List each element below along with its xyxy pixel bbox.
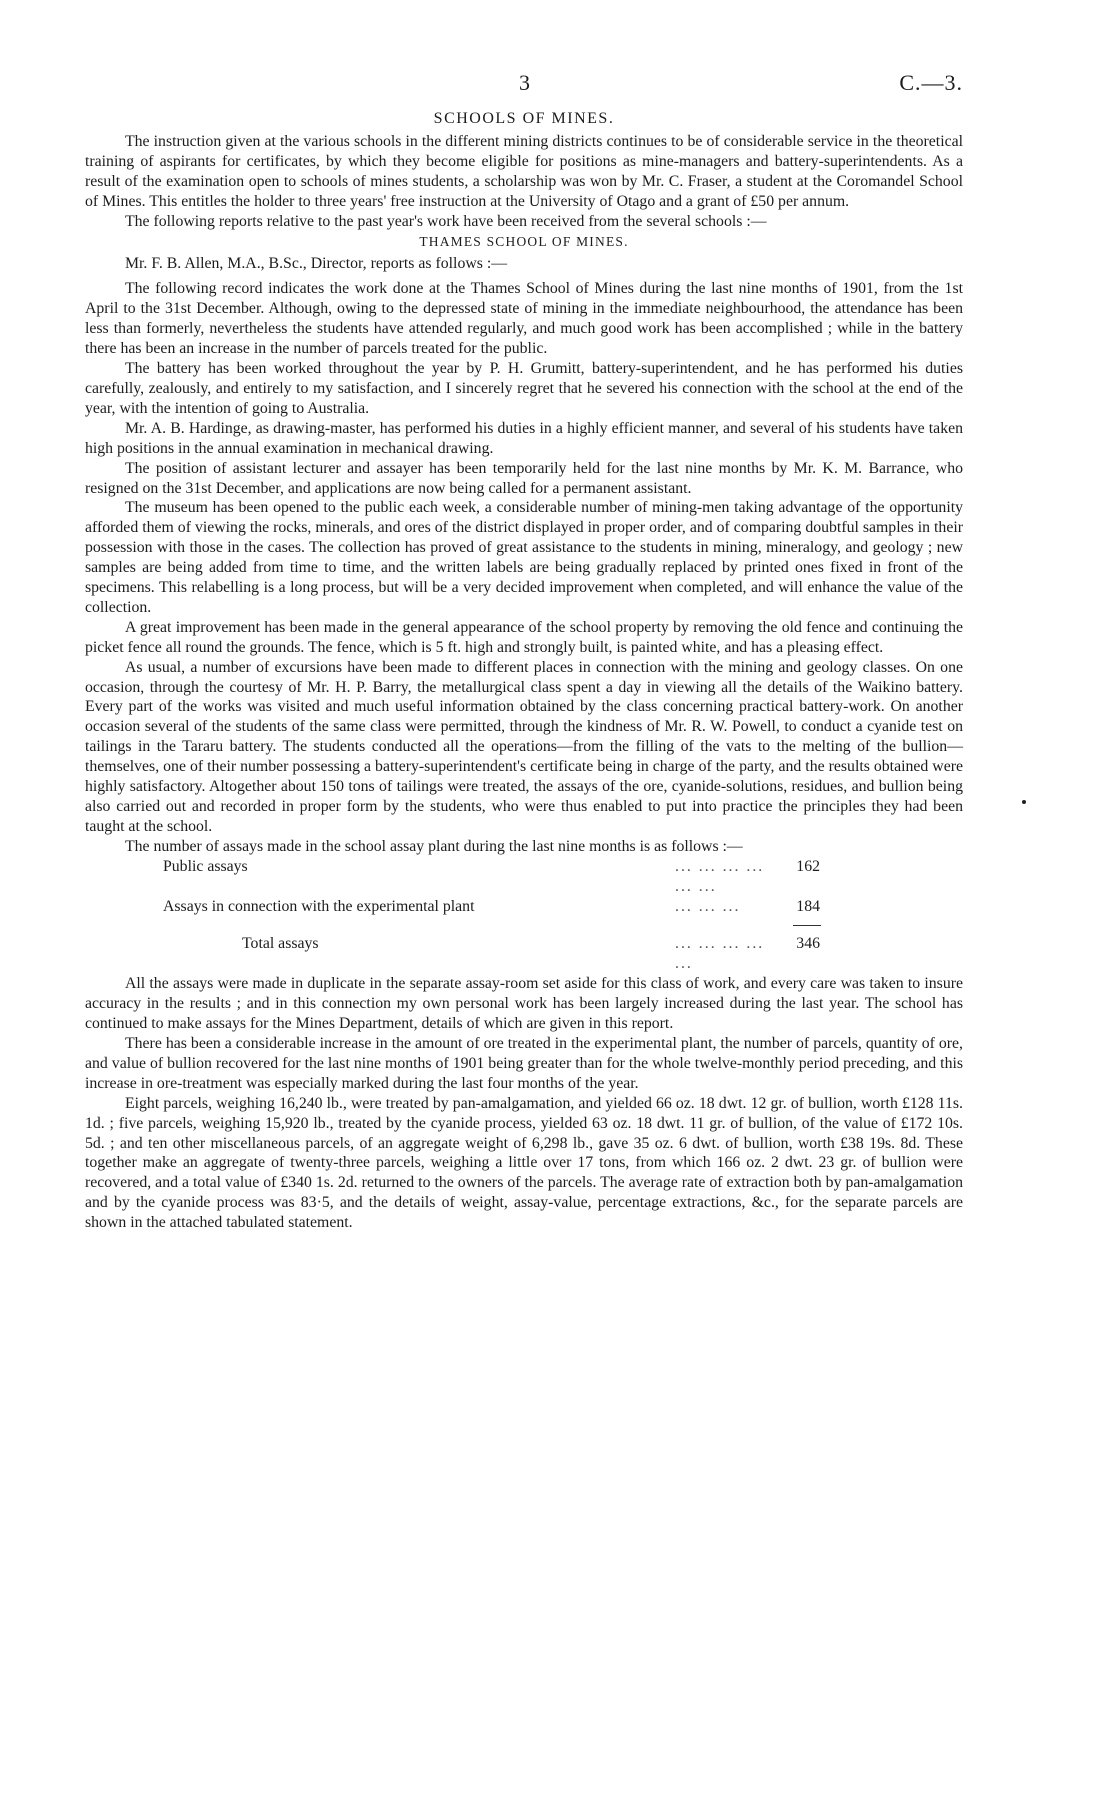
assay-total-label: Total assays [242,935,319,953]
assay-total-count: 346 [796,935,820,953]
intro-paragraph: The instruction given at the various schools in the different mining districts continues to be of considerable service in the theoretical training of aspirants for certificates, by which they become eligible for positions as mine-managers and battery-superintendents. As a result of the examination open to schools of mines students, a scholarship was won by Mr. C. Fraser, a student at the Coromandel School of Mines. This entitles the holder to three years' free instruction at the University of Otago and a grant of £50 per annum. [85,133,963,210]
report-paragraph: The following record indicates the work done at the Thames School of Mines during the last nine months of 1901, from the 1st April to the 31st December. Although, owing to the depressed state of mining in the immediate neighbourhood, the attendance has been less than formerly, nevertheless the students have attended regularly, and much good work has been accomplished ; while in the battery there has been an increase in the number of parcels treated for the public. [85,280,963,358]
report-paragraph: Mr. A. B. Hardinge, as drawing-master, has performed his duties in a highly efficient manner, and several of his students have taken high positions in the annual examination in mechanical drawing. [85,419,963,457]
report-paragraph: The battery has been worked throughout the year by P. H. Grumitt, battery-superintendent, and he has performed his duties carefully, zealously, and entirely to my satisfaction, and I sincerely regret that he severed his connection with the school at the end of the year, with the intention of going to Australia. [85,360,963,417]
report-paragraph: The museum has been opened to the public each week, a considerable number of mining-men taking advantage of the opportunity afforded them of viewing the rocks, minerals, and ores of the district displayed in proper order, and of comparing doubtful samples in their possession with those in the cases. The collection has proved of great assistance to the students in mining, mineralogy, and geology ; new samples are being added from time to time, and the written labels are being gradually replaced by printed ones fixed in front of the specimens. This relabelling is a long process, but will be a very decided improvement when completed, and will enhance the value of the collection. [85,499,963,616]
print-speck [1022,800,1026,804]
report-paragraph: A great improvement has been made in the general appearance of the school property by removing the old fence and continuing the picket fence all round the grounds. The fence, which is 5 ft. high and strongly built, is painted white, and has a pleasing effect. [85,618,963,656]
report-attribution: Mr. F. B. Allen, M.A., B.Sc., Director, reports as follows :— [125,254,508,272]
assay-row [85,897,963,917]
paper-reference: C.—3. [899,70,963,95]
leader-dots: ... ... ... ... ... ... [675,857,765,895]
subsection-title: THAMES SCHOOL OF MINES. [419,233,629,249]
assay-label: Assays in connection with the experimental plant [163,897,475,915]
document-page [85,70,963,1233]
assay-total-row [85,934,963,974]
report-paragraph: The position of assistant lecturer and assayer has been temporarily held for the last nine months by Mr. K. M. Barrance, who resigned on the 31st December, and applications are now being called for a permanent assistant. [85,459,963,497]
assay-count: 162 [796,857,820,875]
assay-table [85,857,963,975]
report-paragraph: All the assays were made in duplicate in the separate assay-room set aside for this class of work, and every care was taken to insure accuracy in the results ; and in this connection my own personal work has been largely increased during the last year. The school has continued to make assays for the Mines Department, details of which are given in this report. [85,975,963,1033]
report-paragraph: There has been a considerable increase in the amount of ore treated in the experimental plant, the number of parcels, quantity of ore, and value of bullion recovered for the last nine months of 1901 being greater than for the whole twelve-monthly period preceding, and this increase in ore-treatment was especially marked during the last four months of the year. [85,1034,963,1092]
assay-count: 184 [796,897,820,915]
assay-label: Public assays [163,857,248,875]
leader-dots: ... ... ... ... ... [675,935,765,973]
leader-dots: ... ... ... [675,897,741,915]
page-header [85,70,963,104]
total-rule-row [85,916,963,934]
page-number: 3 [519,70,530,95]
intro-paragraph: The following reports relative to the past year's work have been received from the several schools :— [125,212,767,230]
assay-row [85,857,963,897]
section-title: SCHOOLS OF MINES. [433,110,615,127]
total-rule [793,925,821,926]
report-paragraph: The number of assays made in the school assay plant during the last nine months is as follows :— [125,837,743,855]
report-paragraph: As usual, a number of excursions have been made to different places in connection with the mining and geology classes. On one occasion, through the courtesy of Mr. H. P. Barry, the metallurgical class spent a day in viewing all the details of the Waikino battery. Every part of the works was visited and much useful information obtained by the class concerning practical battery-work. On another occasion several of the students of the same class were permitted, through the kindness of Mr. R. W. Powell, to conduct a cyanide test on tailings in the Tararu battery. The students conducted all the operations—from the filling of the vats to the melting of the bullion—themselves, one of their number possessing a battery-superintendent's certificate being in charge of the party, and the results obtained were highly satisfactory. Altogether about 150 tons of tailings were treated, the assays of the ore, cyanide-solutions, residues, and bullion being also carried out and recorded in proper form by the students, who were thus enabled to put into practice the principles they had been taught at the school. [85,658,963,835]
report-paragraph: Eight parcels, weighing 16,240 lb., were treated by pan-amalgamation, and yielded 66 oz. 18 dwt. 12 gr. of bullion, worth £128 11s. 1d. ; five parcels, weighing 15,920 lb., treated by the cyanide process, yielded 63 oz. 18 dwt. 11 gr. of bullion, of the value of £172 10s. 5d. ; and ten other miscellaneous parcels, of an aggregate weight of 6,298 lb., gave 35 oz. 6 dwt. of bullion, worth £38 19s. 8d. These together make an aggregate of twenty-three parcels, weighing a little over 17 tons, from which 166 oz. 2 dwt. 23 gr. of bullion were recovered, and a total value of £340 1s. 2d. returned to the owners of the parcels. The average rate of extraction both by pan-amalgamation and by the cyanide process was 83·5, and the details of weight, assay-value, percentage extractions, &c., for the separate parcels are shown in the attached tabulated statement. [85,1094,963,1232]
